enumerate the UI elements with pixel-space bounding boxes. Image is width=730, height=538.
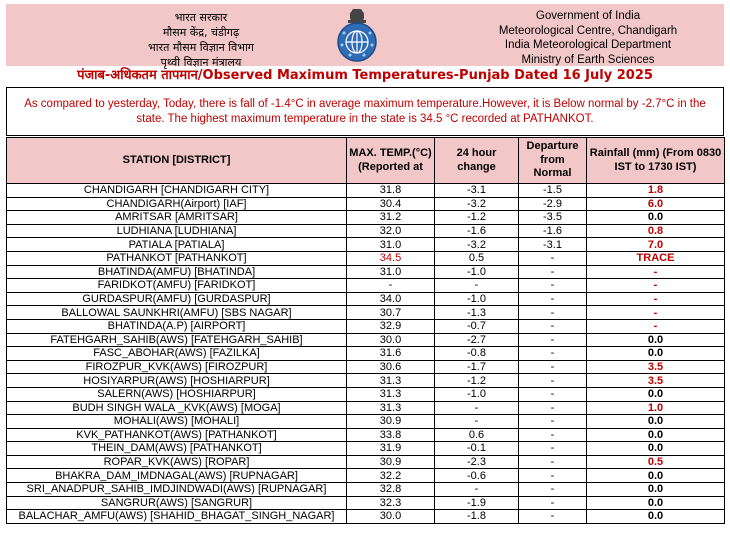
departure-cell: -: [519, 455, 587, 469]
change-cell: -1.2: [435, 211, 519, 225]
max-temp-cell: 33.8: [347, 428, 435, 442]
rainfall-cell: 6.0: [587, 197, 725, 211]
table-row: [7, 387, 725, 401]
table-row: [7, 306, 725, 320]
table-row: [7, 496, 725, 510]
station-cell: GURDASPUR(AMFU) [GURDASPUR]: [7, 292, 347, 306]
station-cell: FATEHGARH_SAHIB(AWS) [FATEHGARH_SAHIB]: [7, 333, 347, 347]
rainfall-cell: -: [587, 265, 725, 279]
hindi-line-4: पृथ्वी विज्ञान मंत्रालय: [160, 56, 242, 69]
rainfall-cell: 0.0: [587, 211, 725, 225]
change-cell: -: [435, 483, 519, 497]
station-cell: THEIN_DAM(AWS) [PATHANKOT]: [7, 442, 347, 456]
table-row: [7, 360, 725, 374]
change-cell: -2.7: [435, 333, 519, 347]
departure-cell: -: [519, 415, 587, 429]
table-row: [7, 455, 725, 469]
max-temp-cell: 30.0: [347, 333, 435, 347]
rainfall-cell: 0.0: [587, 387, 725, 401]
station-cell: BUDH SINGH WALA _KVK(AWS) [MOGA]: [7, 401, 347, 415]
departure-cell: -: [519, 279, 587, 293]
station-cell: KVK_PATHANKOT(AWS) [PATHANKOT]: [7, 428, 347, 442]
table-row: [7, 401, 725, 415]
english-line-3: India Meteorological Department: [504, 39, 672, 51]
change-cell: -1.8: [435, 510, 519, 524]
rainfall-cell: 0.0: [587, 510, 725, 524]
table-row: [7, 184, 725, 198]
departure-cell: -: [519, 496, 587, 510]
rainfall-cell: 3.5: [587, 360, 725, 374]
max-temp-cell: 30.4: [347, 197, 435, 211]
table-row: [7, 428, 725, 442]
rainfall-cell: 0.0: [587, 483, 725, 497]
station-cell: PATHANKOT [PATHANKOT]: [7, 251, 347, 265]
table-row: [7, 265, 725, 279]
change-cell: -0.7: [435, 319, 519, 333]
english-header: [468, 9, 708, 67]
rainfall-cell: 7.0: [587, 238, 725, 252]
table-row: [7, 279, 725, 293]
table-row: [7, 224, 725, 238]
table-row: [7, 374, 725, 388]
max-temp-cell: 31.0: [347, 238, 435, 252]
max-temp-cell: 34.0: [347, 292, 435, 306]
table-row: [7, 238, 725, 252]
max-temp-cell: -: [347, 279, 435, 293]
station-cell: BHAKRA_DAM_IMDNAGAL(AWS) [RUPNAGAR]: [7, 469, 347, 483]
change-cell: -1.6: [435, 224, 519, 238]
max-temp-cell: 32.2: [347, 469, 435, 483]
max-temp-cell: 30.9: [347, 415, 435, 429]
hindi-line-1: भारत सरकार: [174, 11, 228, 24]
hindi-line-2: मौसम केंद्र, चंडीगढ़: [162, 26, 240, 39]
max-temp-cell: 32.9: [347, 319, 435, 333]
station-cell: AMRITSAR [AMRITSAR]: [7, 211, 347, 225]
station-cell: FARIDKOT(AMFU) [FARIDKOT]: [7, 279, 347, 293]
change-cell: -1.0: [435, 387, 519, 401]
table-row: [7, 211, 725, 225]
change-cell: -: [435, 279, 519, 293]
rainfall-cell: 0.0: [587, 415, 725, 429]
station-cell: FASC_ABOHAR(AWS) [FAZILKA]: [7, 347, 347, 361]
table-row: [7, 347, 725, 361]
departure-cell: -: [519, 442, 587, 456]
max-temp-cell: 32.0: [347, 224, 435, 238]
departure-cell: -: [519, 319, 587, 333]
table-row: [7, 442, 725, 456]
max-temp-cell: 31.0: [347, 265, 435, 279]
departure-cell: -3.5: [519, 211, 587, 225]
max-temp-cell: 31.3: [347, 387, 435, 401]
col-max-temp: MAX. TEMP.(°C) (Reported at: [347, 138, 435, 184]
table-row: [7, 469, 725, 483]
max-temp-cell: 30.0: [347, 510, 435, 524]
station-cell: CHANDIGARH [CHANDIGARH CITY]: [7, 184, 347, 198]
departure-cell: -: [519, 401, 587, 415]
table-header-row: [7, 138, 725, 184]
rainfall-cell: 0.0: [587, 442, 725, 456]
departure-cell: -: [519, 374, 587, 388]
change-cell: -3.2: [435, 238, 519, 252]
max-temp-cell: 30.9: [347, 455, 435, 469]
table-body: [7, 184, 725, 524]
english-line-1: Government of India: [535, 10, 641, 22]
departure-cell: -: [519, 360, 587, 374]
change-cell: -1.3: [435, 306, 519, 320]
rainfall-cell: -: [587, 292, 725, 306]
temperature-table: [6, 137, 725, 524]
change-cell: 0.5: [435, 251, 519, 265]
change-cell: -1.0: [435, 265, 519, 279]
departure-cell: -: [519, 469, 587, 483]
rainfall-cell: 0.8: [587, 224, 725, 238]
table-row: [7, 415, 725, 429]
rainfall-cell: TRACE: [587, 251, 725, 265]
col-change: 24 hour change: [435, 138, 519, 184]
max-temp-cell: 34.5: [347, 251, 435, 265]
station-cell: BHATINDA(AMFU) [BHATINDA]: [7, 265, 347, 279]
max-temp-cell: 30.6: [347, 360, 435, 374]
station-cell: SALERN(AWS) [HOSHIARPUR]: [7, 387, 347, 401]
rainfall-cell: -: [587, 319, 725, 333]
max-temp-cell: 31.9: [347, 442, 435, 456]
letterhead: [6, 4, 724, 69]
col-rainfall: Rainfall (mm) (From 0830 IST to 1730 IST): [587, 138, 725, 184]
change-cell: -: [435, 415, 519, 429]
change-cell: -: [435, 401, 519, 415]
rainfall-cell: 1.0: [587, 401, 725, 415]
change-cell: -0.6: [435, 469, 519, 483]
station-cell: SANGRUR(AWS) [SANGRUR]: [7, 496, 347, 510]
change-cell: -0.8: [435, 347, 519, 361]
max-temp-cell: 31.6: [347, 347, 435, 361]
table-row: [7, 319, 725, 333]
max-temp-cell: 31.3: [347, 374, 435, 388]
max-temp-cell: 30.7: [347, 306, 435, 320]
station-cell: LUDHIANA [LUDHIANA]: [7, 224, 347, 238]
change-cell: -0.1: [435, 442, 519, 456]
station-cell: BALLOWAL SAUNKHRI(AMFU) [SBS NAGAR]: [7, 306, 347, 320]
table-row: [7, 333, 725, 347]
rainfall-cell: 0.0: [587, 347, 725, 361]
table-row: [7, 197, 725, 211]
departure-cell: -3.1: [519, 238, 587, 252]
station-cell: HOSIYARPUR(AWS) [HOSHIARPUR]: [7, 374, 347, 388]
departure-cell: -: [519, 483, 587, 497]
rainfall-cell: -: [587, 306, 725, 320]
max-temp-cell: 32.8: [347, 483, 435, 497]
rainfall-cell: 1.8: [587, 184, 725, 198]
english-line-2: Meteorological Centre, Chandigarh: [498, 24, 678, 37]
station-cell: FIROZPUR_KVK(AWS) [FIROZPUR]: [7, 360, 347, 374]
change-cell: -1.2: [435, 374, 519, 388]
rainfall-cell: 0.5: [587, 455, 725, 469]
rainfall-cell: -: [587, 279, 725, 293]
hindi-header: [86, 10, 316, 70]
max-temp-cell: 32.3: [347, 496, 435, 510]
departure-cell: -1.6: [519, 224, 587, 238]
summary-text: As compared to yesterday, Today, there is fall of -1.4°C in average maximum temperature.However, it is Below normal by -2.7°C in the state. The highest maximum temperature in the state is 34.5 °C recorded at PATHANKOT.: [6, 87, 724, 136]
station-cell: CHANDIGARH(Airport) [IAF]: [7, 197, 347, 211]
rainfall-cell: 0.0: [587, 496, 725, 510]
departure-cell: -: [519, 306, 587, 320]
hindi-line-3: भारत मौसम विज्ञान विभाग: [148, 41, 254, 54]
change-cell: -1.7: [435, 360, 519, 374]
departure-cell: -: [519, 387, 587, 401]
col-departure: Departure from Normal: [519, 138, 587, 184]
max-temp-cell: 31.8: [347, 184, 435, 198]
departure-cell: -2.9: [519, 197, 587, 211]
change-cell: -2.3: [435, 455, 519, 469]
max-temp-cell: 31.3: [347, 401, 435, 415]
imd-emblem-icon: [332, 9, 382, 64]
english-line-4: Ministry of Earth Sciences: [521, 53, 655, 66]
departure-cell: -: [519, 251, 587, 265]
station-cell: BALACHAR_AMFU(AWS) [SHAHID_BHAGAT_SINGH_NAGAR]: [7, 510, 347, 524]
rainfall-cell: 3.5: [587, 374, 725, 388]
station-cell: ROPAR_KVK(AWS) [ROPAR]: [7, 455, 347, 469]
change-cell: -1.0: [435, 292, 519, 306]
table-row: [7, 292, 725, 306]
col-station: STATION [DISTRICT]: [7, 138, 347, 184]
departure-cell: -1.5: [519, 184, 587, 198]
table-row: [7, 251, 725, 265]
departure-cell: -: [519, 265, 587, 279]
table-row: [7, 483, 725, 497]
rainfall-cell: 0.0: [587, 469, 725, 483]
max-temp-cell: 31.2: [347, 211, 435, 225]
station-cell: SRI_ANADPUR_SAHIB_IMDJINDWADI(AWS) [RUPNAGAR]: [7, 483, 347, 497]
departure-cell: -: [519, 510, 587, 524]
change-cell: 0.6: [435, 428, 519, 442]
station-cell: BHATINDA(A.P) [AIRPORT]: [7, 319, 347, 333]
change-cell: -1.9: [435, 496, 519, 510]
change-cell: -3.1: [435, 184, 519, 198]
departure-cell: -: [519, 333, 587, 347]
departure-cell: -: [519, 428, 587, 442]
station-cell: PATIALA [PATIALA]: [7, 238, 347, 252]
rainfall-cell: 0.0: [587, 333, 725, 347]
rainfall-cell: 0.0: [587, 428, 725, 442]
departure-cell: -: [519, 292, 587, 306]
station-cell: MOHALI(AWS) [MOHALI]: [7, 415, 347, 429]
table-row: [7, 510, 725, 524]
report-title: पंजाब-अधिकतम तापमान/Observed Maximum Temperatures-Punjab Dated 16 July 2025: [77, 68, 653, 83]
departure-cell: -: [519, 347, 587, 361]
change-cell: -3.2: [435, 197, 519, 211]
